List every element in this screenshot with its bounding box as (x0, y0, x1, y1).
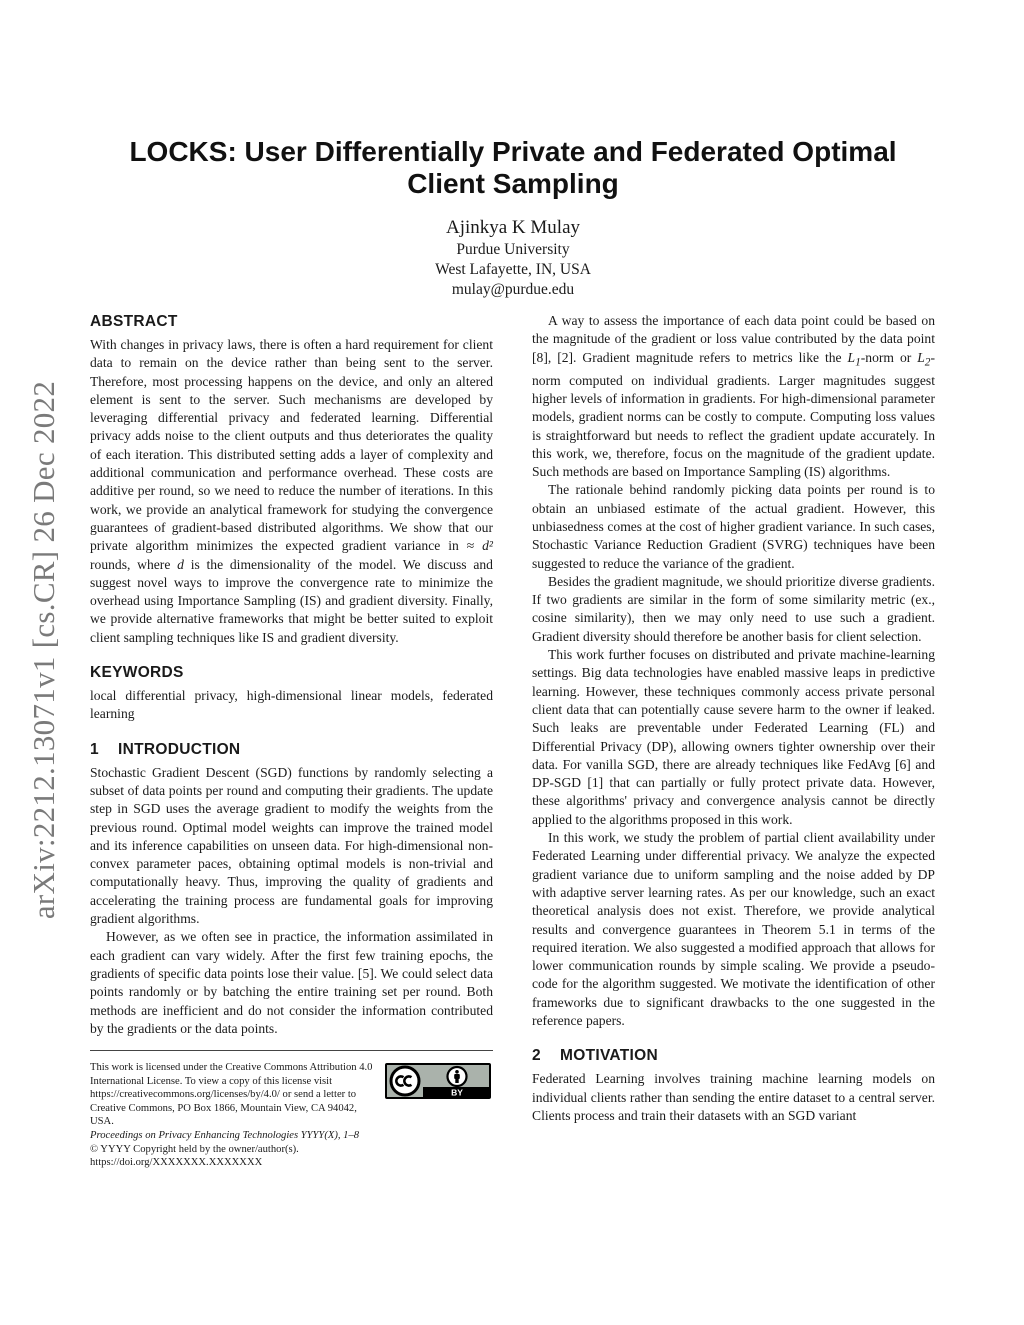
paper-title (90, 136, 936, 200)
left-column (90, 312, 493, 1170)
keywords-text: local differential privacy, high-dimensional linear models, federated learning (90, 688, 493, 722)
math-d: d (177, 556, 184, 572)
right-column (532, 312, 935, 1125)
arxiv-identifier-stamp: arXiv:2212.13071v1 [cs.CR] 26 Dec 2022 (26, 380, 61, 920)
cc-by-license-badge[interactable] (385, 1063, 491, 1099)
introduction-heading (90, 740, 493, 760)
section-number: 1 (90, 740, 99, 758)
footnote-divider (90, 1050, 493, 1051)
right-paragraph-5: In this work, we study the problem of partial client availability under Federated Learning under differential privacy. We analyze the expected gradient variance due to uniform sampling and the noise added by DP with adaptive server learning rates. As per our knowledge, such an exact theoretical analysis does not exist. Therefore, we provide analytical results and convergence guarantees in Theorem 5.1 in terms of the required iteration. We also suggested a modified approach that allows for lower communication rounds by simple scaling. We provide a pseudo-code for the algorithm suggested. We motivate the identification of other frameworks due to significant drawbacks to the one suggested in the reference papers. (532, 830, 935, 1028)
motivation-paragraph-1: Federated Learning involves training machine learning models on individual clients rather than sending the entire dataset to a central server. Clients process and train their datasets with an SGD variant (532, 1071, 935, 1123)
author-email[interactable]: mulay@purdue.edu (451, 281, 575, 298)
doi-link[interactable]: https://doi.org/XXXXXXX.XXXXXXX (90, 1157, 263, 1169)
right-paragraph-4: This work further focuses on distributed and private machine-learning settings. Big data technologies have enabled massive leaps in predictive learning. However, these techniques commonly access private personal client data that can potentially cause severe harm to the owner if leaked. Such leaks are preventable under Federated Learning (FL) and Differential Privacy (DP), allowing owners tighter ownership over their data. For vanilla SGD, there are already techniques like FedAvg [6] and DP-SGD [1] that can partially or fully protect private data. However, these algorithms' privacy and convergence analysis cannot be directly applied to the algorithms proposed in this work. (532, 647, 935, 827)
right-paragraph-3: Besides the gradient magnitude, we should prioritize diverse gradients. If two gradients are similar in the form of some similarity metric (ex., cosine similarity), then we may only need to use such a gradient. Gradient diversity should therefore be another basis for client selection. (532, 573, 935, 644)
keywords-heading: KEYWORDS (90, 664, 184, 682)
section-title: INTRODUCTION (118, 740, 241, 758)
proceedings-line: Proceedings on Privacy Enhancing Technologies YYYY(X), 1–8 (90, 1130, 360, 1142)
abstract-heading: ABSTRACT (90, 313, 178, 330)
by-badge-label: BY (451, 1087, 463, 1098)
motivation-heading (532, 1046, 935, 1066)
author-block (90, 216, 936, 300)
creative-commons-icon (391, 1067, 419, 1095)
intro-paragraph-2: However, as we often see in practice, the information assimilated in each gradient can vary widely. After the first few training epochs, the gradients of specific data points lose their value. [5]. We could select data points randomly or by batching the entire training set per round. Both methods are inefficient and do not consider the information contributed by the gradients or the data points. (90, 929, 493, 1036)
math-l2-norm: $L_2$ (917, 349, 931, 369)
math-l1-norm: $L_1$ (847, 349, 861, 369)
abstract-text: With changes in privacy laws, there is often a hard requirement for client data to remain on the device rather than being sent to the server. Therefore, most processing happens on the device, and only an altered element is sent to the server. Such mechanisms are developed by leveraging differential privacy and federated learning. Differential privacy adds noise to the client outputs and thus deteriorates the quality of each iteration. This distributed setting adds a layer of complexity and additional communication and performance overhead. These costs are additive per round, so we need to reduce the number of iterations. In this work, we provide an analytical framework for studying the convergence guarantees of gradient-based distributed algorithms. We show that our private algorithm minimizes the expected gradient variance in ≈ d² rounds, where d is the dimensionality of the model. We discuss and suggest novel ways to improve the convergence rate to minimize the overhead using Importance Sampling (IS) and gradient diversity. Finally, we provide alternative frameworks that might be better suited to exploit client sampling techniques like IS and gradient diversity. (90, 337, 493, 645)
title-line-1: LOCKS: User Differentially Private and Federated Optimal (129, 136, 897, 167)
author-affiliation: Purdue University (456, 241, 570, 258)
right-paragraph-1: A way to assess the importance of each data point could be based on the magnitude of the gradient or loss value contributed by the data point [8], [2]. Gradient magnitude refers to metrics like the $L_1$-norm or $L_2$-norm computed on individual gradients. Larger magnitudes suggest higher levels of information in gradients. For high-dimensional parameter models, gradient norms can be costly to compute. Computing loss values is straightforward but needs to reflect the gradient update accurately. In this work, we, therefore, focus on the magnitude of the gradient update. Such methods are based on Importance Sampling (IS) algorithms. (532, 313, 935, 480)
section-title: MOTIVATION (560, 1047, 658, 1065)
title-line-2: Client Sampling (407, 168, 619, 199)
author-name: Ajinkya K Mulay (445, 217, 581, 238)
attribution-person-icon (448, 1067, 467, 1086)
math-d-squared: d² (482, 538, 493, 554)
license-text: This work is licensed under the Creative Commons Attribution 4.0 International License. To view a copy of this license visit https://creativecommons.org/licenses/by/4.0/ or send a letter to Creative Commons, PO Box 1866, Mountain View, CA 94042, USA. (90, 1062, 373, 1128)
section-number: 2 (532, 1047, 541, 1065)
copyright-line: © YYYY Copyright held by the owner/author(s). (90, 1143, 299, 1155)
license-footnote (90, 1061, 493, 1170)
intro-paragraph-1: Stochastic Gradient Descent (SGD) functions by randomly selecting a subset of data points per round and computing their gradients. The update step in SGD uses the average gradient to modify the weights from the previous round. Optimal model weights can improve the trained model and its inference capabilities on unseen data. For high-dimensional non-convex parameter paces, obtaining optimal models is non-trivial and computationally heavy. Thus, improving the quality of gradients and accelerating the training process are fundamental goals for improving gradient algorithms. (90, 764, 493, 927)
right-paragraph-2: The rationale behind randomly picking data points per round is to obtain an unbiased estimate of the actual gradient. However, this unbiasedness comes at the cost of higher gradient variance. In such cases, Stochastic Variance Reduction Gradient (SVRG) techniques have been suggested to reduce the variance of the gradient. (532, 482, 935, 571)
author-location: West Lafayette, IN, USA (435, 261, 591, 278)
